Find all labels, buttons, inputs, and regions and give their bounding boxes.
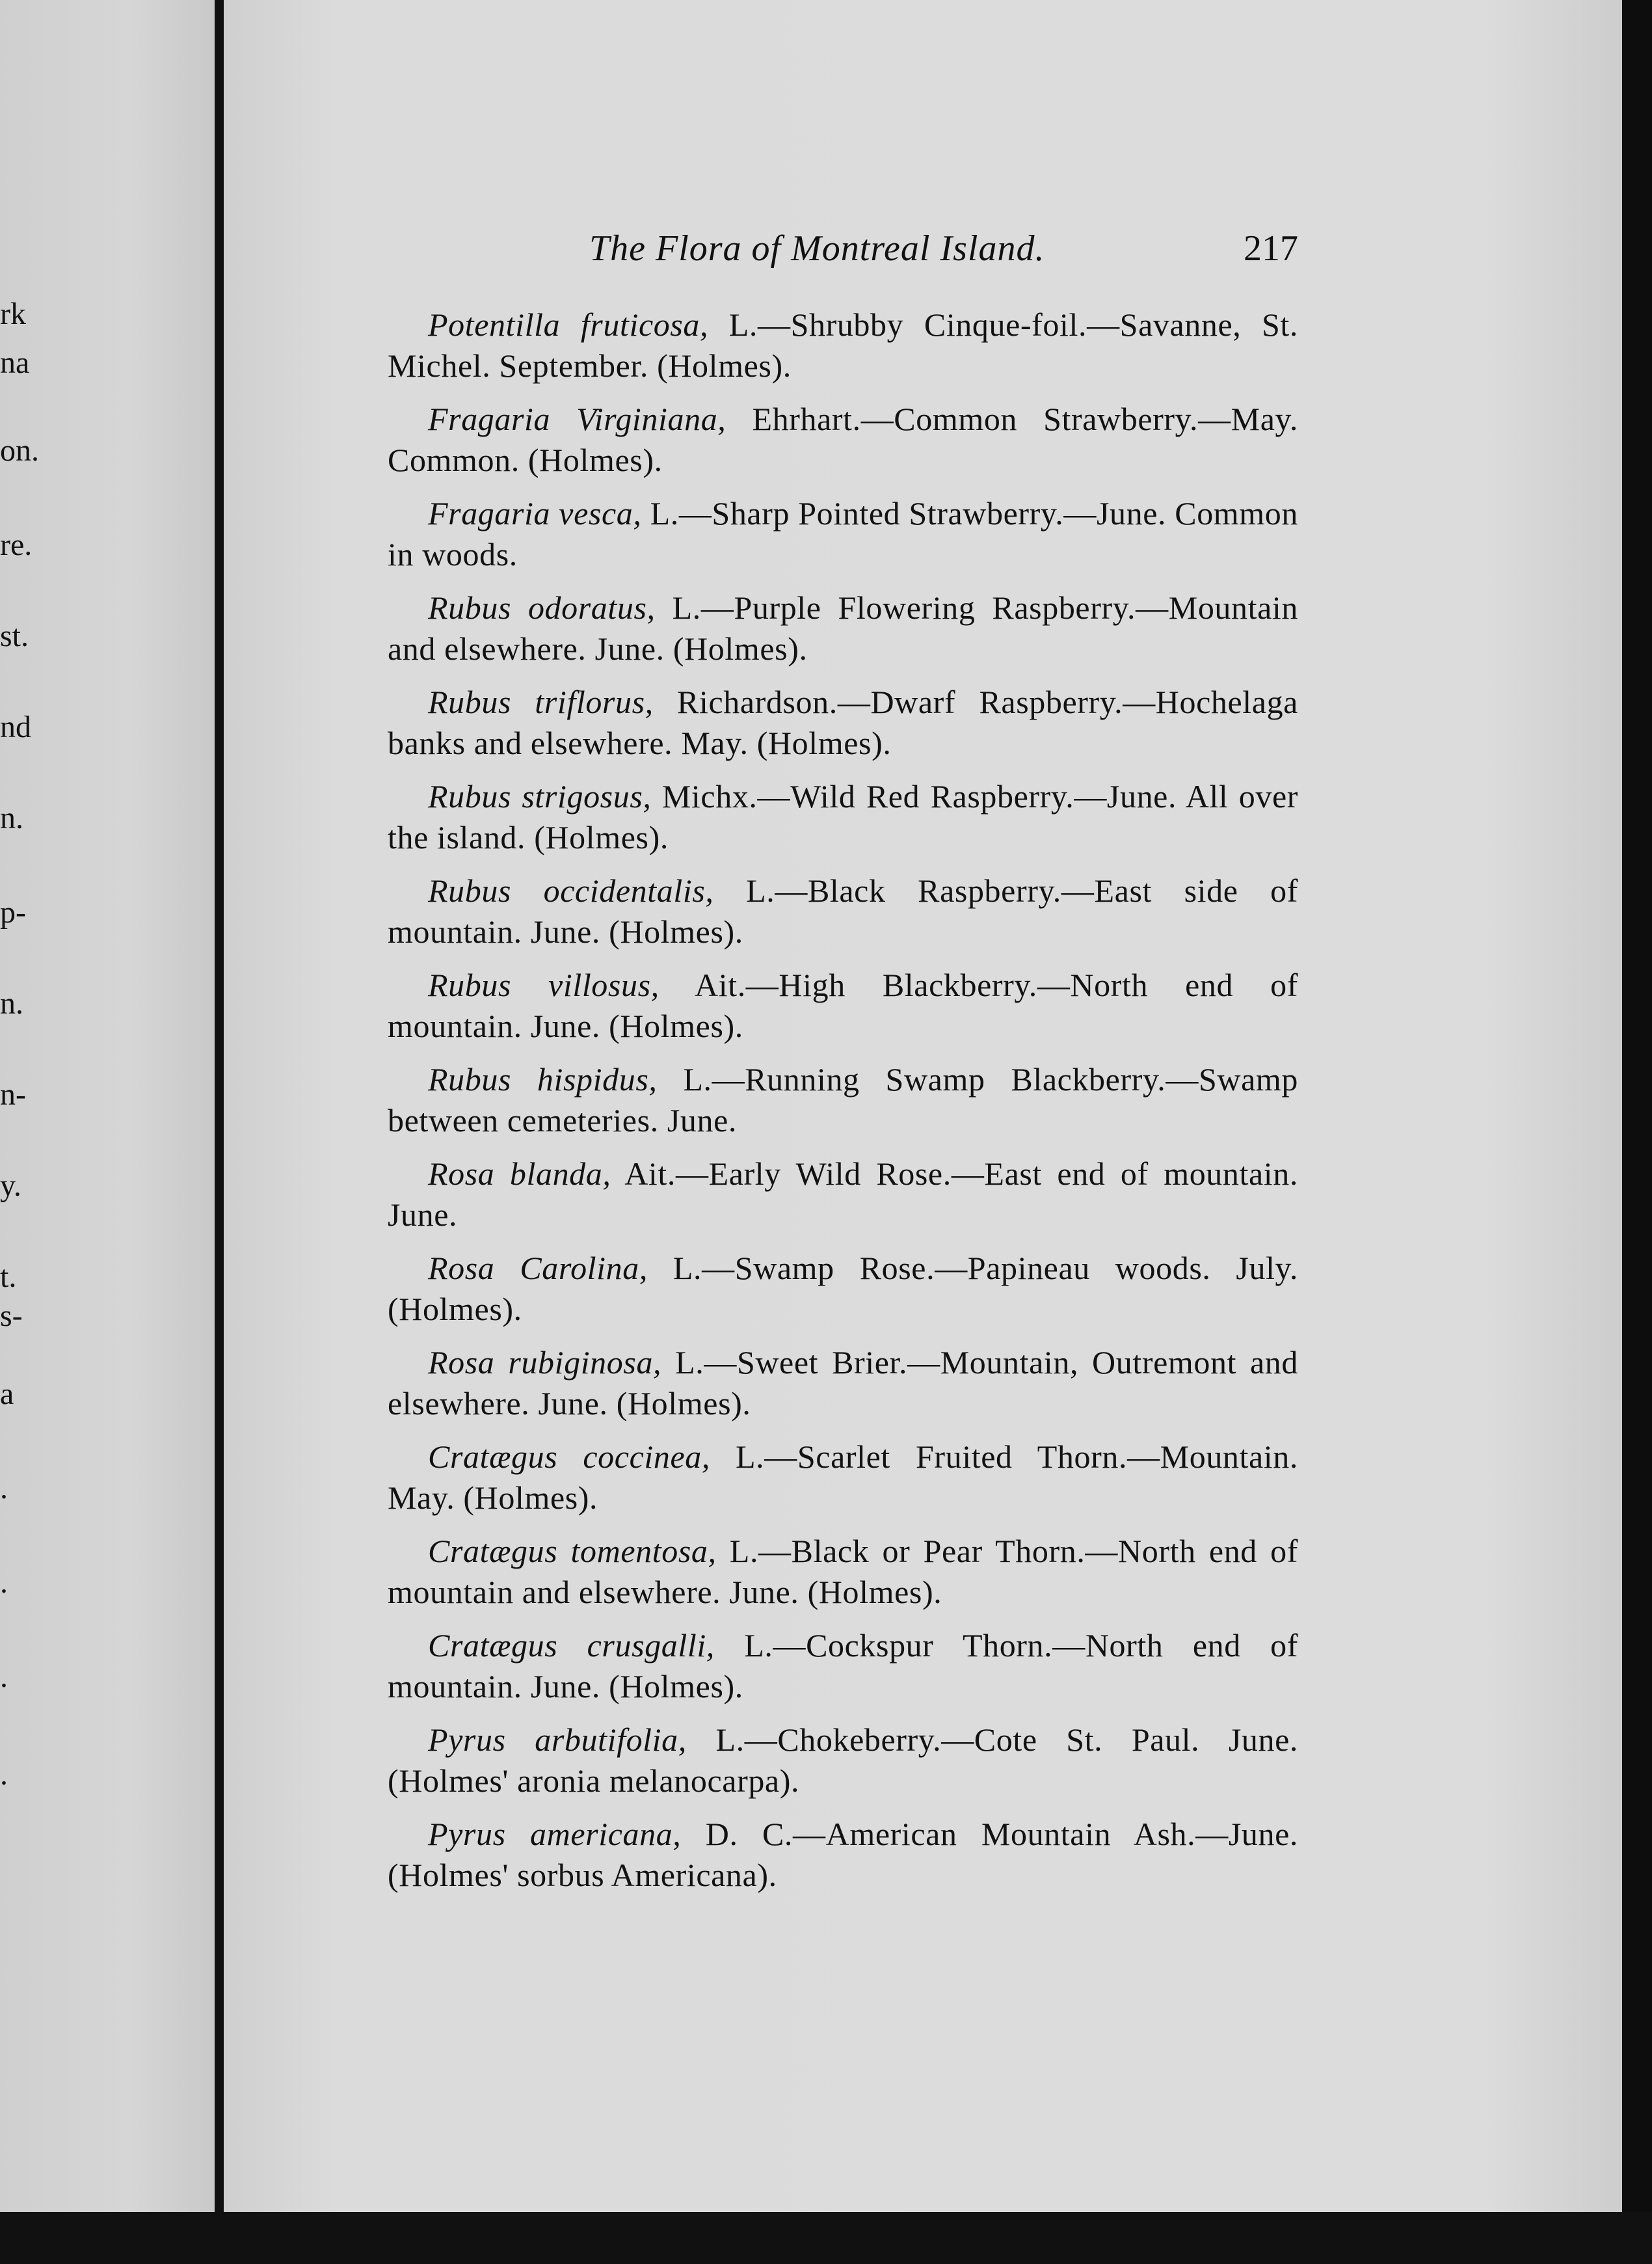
species-name: Rubus strigosus, [428, 778, 652, 815]
left-page-fragment: s- [0, 1299, 23, 1333]
left-page-fragment: . [0, 1565, 8, 1600]
scan-bottom-border [0, 2212, 1652, 2264]
species-description: L.—Sweet Brier.—Mountain, Outremont and elsewhere. June. (Holmes). [388, 1344, 1298, 1422]
species-entry [388, 1814, 1298, 1896]
species-name: Rosa blanda, [428, 1155, 611, 1192]
left-page-fragment: t. [0, 1260, 17, 1294]
species-entry [388, 870, 1298, 952]
species-description: L.—Cockspur Thorn.—North end of mountain. June. (Holmes). [388, 1627, 1298, 1705]
species-entry [388, 965, 1298, 1047]
running-title: The Flora of Montreal Island. [589, 228, 1045, 269]
species-entry [388, 587, 1298, 669]
species-name: Fragaria vesca, [428, 495, 642, 532]
species-name: Rosa rubiginosa, [428, 1344, 662, 1381]
species-entry [388, 1625, 1298, 1707]
left-page-fragment: p- [0, 895, 26, 930]
species-entry [388, 493, 1298, 575]
species-name: Rubus hispidus, [428, 1061, 658, 1098]
species-entry [388, 1153, 1298, 1235]
species-description: Ehrhart.—Common Strawberry.—May. Common. (Holmes). [388, 401, 1298, 478]
species-entry [388, 1248, 1298, 1330]
species-description: L.—Chokeberry.—Cote St. Paul. June. (Holmes' aronia melanocarpa). [388, 1721, 1298, 1799]
species-name: Rosa Carolina, [428, 1250, 648, 1286]
species-description: D. C.—American Mountain Ash.—June. (Holmes' sorbus Americana). [388, 1816, 1299, 1893]
species-description: L.—Black Raspberry.—East side of mountain. June. (Holmes). [388, 872, 1298, 950]
left-page-fragment: st. [0, 619, 29, 653]
left-page-fragment: re. [0, 528, 33, 562]
species-name: Cratægus tomentosa, [428, 1533, 717, 1569]
left-page-fragment: n. [0, 986, 23, 1021]
species-name: Rubus villosus, [428, 967, 659, 1003]
left-page-fragment: . [0, 1471, 8, 1505]
species-entry [388, 304, 1298, 386]
left-page-fragment: a [0, 1377, 14, 1411]
left-page-fragment: n- [0, 1077, 26, 1112]
species-description: L.—Black or Pear Thorn.—North end of mountain and elsewhere. June. (Holmes). [388, 1533, 1298, 1610]
species-entry [388, 1719, 1298, 1801]
species-entry [388, 1531, 1298, 1613]
species-description: L.—Purple Flowering Raspberry.—Mountain and elsewhere. June. (Holmes). [388, 589, 1298, 667]
species-description: L.—Running Swamp Blackberry.—Swamp between cemeteries. June. [388, 1061, 1298, 1139]
left-page-fragment: rk [0, 297, 26, 331]
species-name: Rubus odoratus, [428, 589, 656, 626]
species-description: L.—Scarlet Fruited Thorn.—Mountain. May. (Holmes). [388, 1438, 1298, 1516]
scan-right-border [1622, 0, 1652, 2264]
species-description: Ait.—Early Wild Rose.—East end of mountain. June. [388, 1155, 1298, 1233]
species-description: L.—Shrubby Cinque-foil.—Savanne, St. Michel. September. (Holmes). [388, 306, 1298, 384]
left-page-fragment: y. [0, 1168, 21, 1203]
species-name: Cratægus crusgalli, [428, 1627, 715, 1664]
species-name: Fragaria Virginiana, [428, 401, 726, 437]
left-page-fragment: nd [0, 710, 31, 744]
species-entry [388, 682, 1298, 764]
species-list [388, 304, 1298, 1908]
species-name: Cratægus coccinea, [428, 1438, 710, 1475]
species-entry [388, 1436, 1298, 1518]
left-page-fragment: . [0, 1757, 8, 1792]
species-name: Rubus occidentalis, [428, 872, 714, 909]
left-page-fragment: n. [0, 801, 23, 835]
species-name: Potentilla fruticosa, [428, 306, 709, 343]
species-name: Pyrus americana, [428, 1816, 682, 1852]
binding-gutter [215, 0, 224, 2264]
page-number: 217 [1244, 228, 1298, 269]
species-description: L.—Sharp Pointed Strawberry.—June. Common in woods. [388, 495, 1298, 573]
species-description: Ait.—High Blackberry.—North end of mountain. June. (Holmes). [388, 967, 1298, 1044]
species-description: L.—Swamp Rose.—Papineau woods. July. (Holmes). [388, 1250, 1299, 1327]
page-header [388, 228, 1318, 280]
species-name: Pyrus arbutifolia, [428, 1721, 687, 1758]
species-entry [388, 399, 1298, 481]
previous-page-edge [0, 0, 215, 2264]
left-page-fragment: na [0, 345, 30, 380]
species-description: Richardson.—Dwarf Raspberry.—Hochelaga banks and elsewhere. May. (Holmes). [388, 684, 1298, 761]
species-name: Rubus triflorus, [428, 684, 654, 720]
species-entry [388, 1059, 1298, 1141]
left-page-fragment: . [0, 1660, 8, 1694]
species-description: Michx.—Wild Red Raspberry.—June. All over the island. (Holmes). [388, 778, 1298, 856]
species-entry [388, 776, 1298, 858]
species-entry [388, 1342, 1298, 1424]
left-page-fragment: on. [0, 433, 39, 468]
